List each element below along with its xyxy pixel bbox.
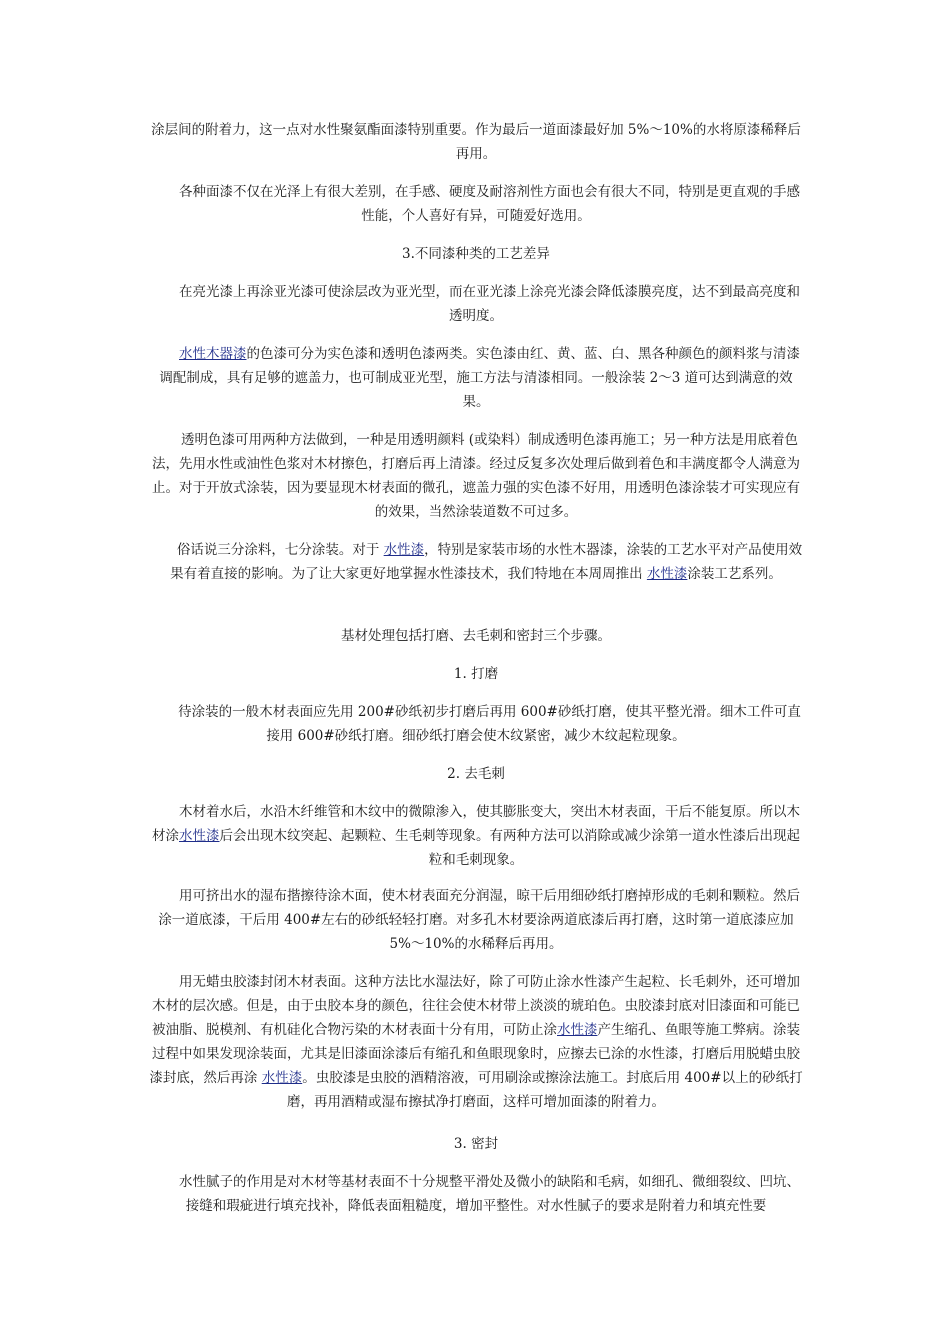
text-segment: 用可挤出水的湿布揩擦待涂木面，使木材表面充分润湿，晾干后用细砂纸打磨掉形成的毛刺和颗粒。然后涂一道底漆，干后用 400#左右的砂纸轻轻打磨。对多孔木材要涂两道底漆后再打磨，这时第一道底漆应加 5%～10%的水稀释后再用。 (158, 888, 800, 952)
text-segment: ，特别是家装市场的水性木器漆，涂装的工艺水平对产品使用效果有着直接的影响。为了让大家更好地掌握水性漆技术，我们特地在本周周推出 (170, 542, 803, 582)
paragraph-topcoat-differences (146, 180, 806, 228)
text-segment: 2. 去毛刺 (447, 766, 505, 782)
text-segment: 透明色漆可用两种方法做到，一种是用透明颜料 (或染料）制成透明色漆再施工；另一种方法是用底着色法，先用水性或油性色浆对木材擦色，打磨后再上清漆。经过反复多次处理后做到着色和丰满度都令人满意为止。对于开放式涂装，因为要显现木材表面的微孔，遮盖力强的实色漆不好用，用透明色漆涂装才可实现应有的效果，当然涂装道数不可过多。 (152, 432, 800, 520)
keyword-link[interactable]: 水性漆 (261, 1070, 303, 1086)
section-heading-process-differences (146, 242, 806, 266)
paragraph-wet-cloth (146, 884, 806, 956)
paragraph-gloss-matte (146, 280, 806, 328)
text-segment: 产生缩孔、鱼眼等施工弊病。涂装过程中如果发现涂装面，尤其是旧漆面涂漆后有缩孔和鱼眼现象时，应擦去已涂的水性漆，打磨后用脱蜡虫胶漆封底，然后再涂 (149, 1022, 800, 1086)
text-segment: 用无蜡虫胶漆封闭木材表面。这种方法比水湿法好，除了可防止涂水性漆产生起粒、长毛刺外，还可增加木材的层次感。但是，由于虫胶本身的颜色，往往会使木材带上淡淡的琥珀色。虫胶漆封底对旧漆面和可能已被油脂、脱模剂、有机硅化合物污染的木材表面十分有用，可防止涂 (152, 974, 800, 1038)
keyword-link[interactable]: 水性漆 (179, 828, 220, 844)
text-segment: 。虫胶漆是虫胶的酒精溶液，可用刷涂或擦涂法施工。封底后用 400#以上的砂纸打磨，再用酒精或湿布擦拭净打磨面，这样可增加面漆的附着力。 (287, 1070, 803, 1110)
paragraph-sanding (146, 700, 806, 748)
heading-sanding (146, 662, 806, 686)
text-segment: 3. 密封 (453, 1136, 499, 1152)
text-segment: 俗话说三分涂料，七分涂装。对于 (176, 542, 384, 558)
paragraph-putty (146, 1170, 806, 1218)
paragraph-transparent-paint (146, 428, 806, 524)
text-segment: 木材着水后，水沿木纤维管和木纹中的微隙渗入，使其膨胀变大，突出木材表面，干后不能复原。所以木材涂 (152, 804, 800, 844)
paragraph-shellac (146, 970, 806, 1114)
heading-deburring (146, 762, 806, 786)
paragraph-adhesion (146, 118, 806, 166)
text-segment: 涂装工艺系列。 (687, 566, 782, 582)
keyword-link[interactable]: 水性漆 (646, 566, 688, 582)
text-segment: 的色漆可分为实色漆和透明色漆两类。实色漆由红、黄、蓝、白、黑各种颜色的颜料浆与清漆调配制成，具有足够的遮盖力，也可制成亚光型，施工方法与清漆相同。一般涂装 2～3 道可达到满意的效果。 (159, 346, 800, 410)
paragraph-coating-saying (146, 538, 806, 586)
text-segment: 待涂装的一般木材表面应先用 200#砂纸初步打磨后再用 600#砂纸打磨，使其平整光滑。细木工件可直接用 600#砂纸打磨。细砂纸打磨会使木纹紧密，减少木纹起粒现象。 (178, 704, 801, 744)
paragraph-colored-paint (146, 342, 806, 414)
keyword-link[interactable]: 水性木器漆 (179, 346, 247, 362)
paragraph-substrate-steps (146, 624, 806, 648)
text-segment: 涂层间的附着力，这一点对水性聚氨酯面漆特别重要。作为最后一道面漆最好加 5%～10%的水将原漆稀释后再用。 (151, 122, 801, 162)
text-segment: 1. 打磨 (453, 666, 499, 682)
text-segment: 水性腻子的作用是对木材等基材表面不十分规整平滑处及微小的缺陷和毛病，如细孔、微细裂纹、凹坑、接缝和瑕疵进行填充找补，降低表面粗糙度，增加平整性。对水性腻子的要求是附着力和填充性要 (179, 1174, 800, 1214)
text-segment: 后会出现木纹突起、起颗粒、生毛刺等现象。有两种方法可以消除或减少涂第一道水性漆后出现起粒和毛刺现象。 (219, 828, 800, 868)
text-segment: 各种面漆不仅在光泽上有很大差别，在手感、硬度及耐溶剂性方面也会有很大不同，特别是更直观的手感性能，个人喜好有异，可随爱好选用。 (179, 184, 800, 224)
text-segment: 3.不同漆种类的工艺差异 (402, 246, 550, 262)
text-segment: 基材处理包括打磨、去毛刺和密封三个步骤。 (341, 628, 611, 644)
paragraph-deburring (146, 800, 806, 872)
keyword-link[interactable]: 水性漆 (557, 1022, 598, 1038)
keyword-link[interactable]: 水性漆 (383, 542, 425, 558)
heading-sealing (146, 1132, 806, 1156)
text-segment: 在亮光漆上再涂亚光漆可使涂层改为亚光型，而在亚光漆上涂亮光漆会降低漆膜亮度，达不到最高亮度和透明度。 (179, 284, 800, 324)
